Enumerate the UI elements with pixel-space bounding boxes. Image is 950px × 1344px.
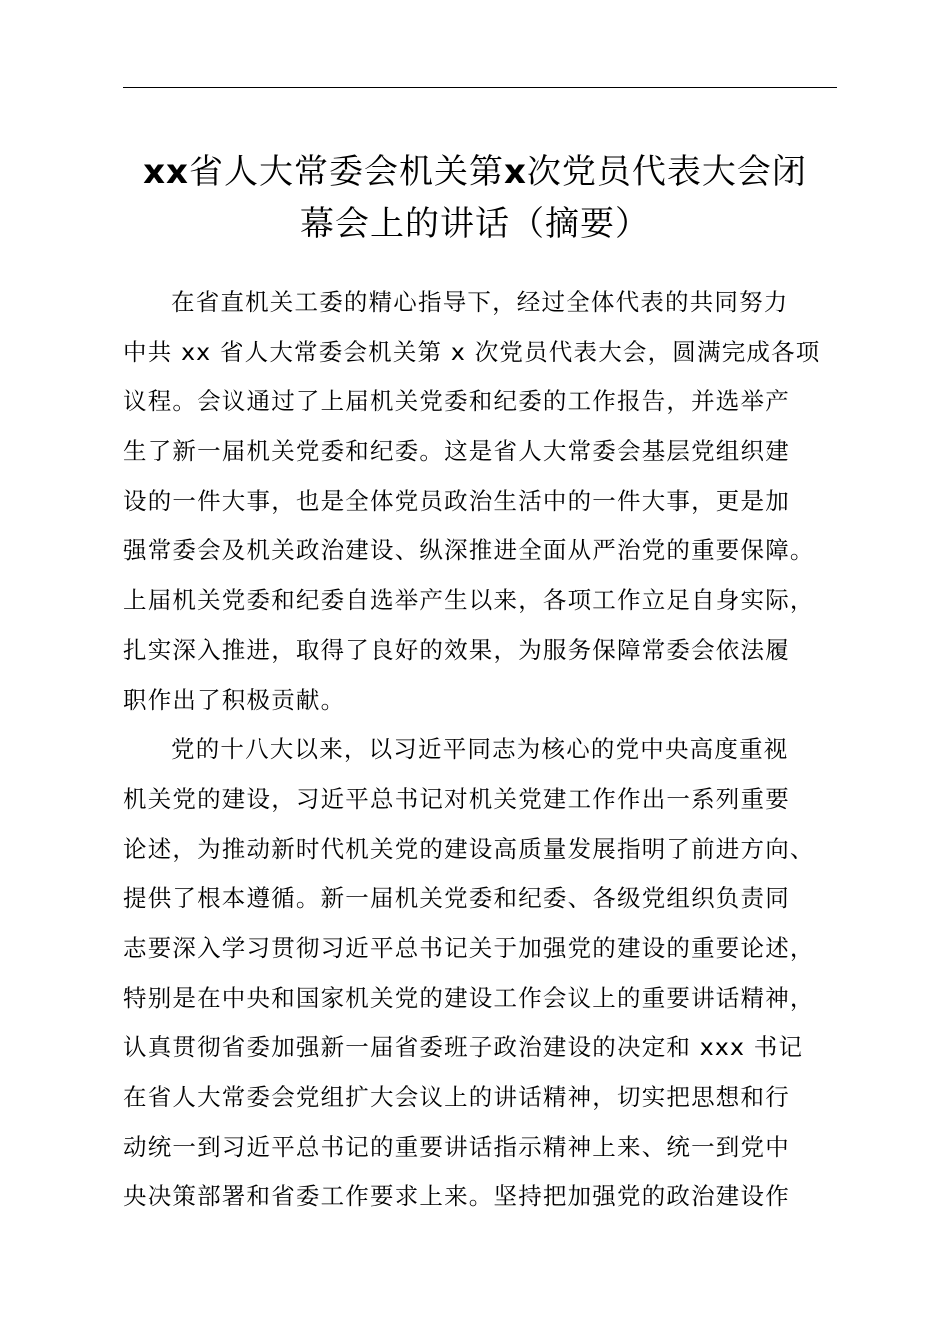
paragraph-line: 机关党的建设，习近平总书记对机关党建工作作出一系列重要 [123,784,790,813]
paragraph-line: 强常委会及机关政治建设、纵深推进全面从严治党的重要保障。 [123,536,815,565]
paragraph-line: 志要深入学习贯彻习近平总书记关于加强党的建设的重要论述， [123,933,815,962]
paragraph-line: 在省直机关工委的精心指导下，经过全体代表的共同努力 [171,288,789,316]
paragraph-line: 认真贯彻省委加强新一届省委班子政治建设的决定和 xxx 书记 [123,1033,804,1062]
paragraph-line: 在省人大常委会党组扩大会议上的讲话精神，切实把思想和行 [123,1083,790,1111]
paragraph-line: 党的十八大以来，以习近平同志为核心的党中央高度重视 [171,735,789,764]
title-session-number: x [503,152,527,192]
paragraph-1 [123,278,863,725]
paragraph-line: 论述，为推动新时代机关党的建设高质量发展指明了前进方向、 [123,834,815,863]
paragraph-line: 央决策部署和省委工作要求上来。坚持把加强党的政治建设作 [123,1182,790,1211]
paragraph-line: 中共 xx 省人大常委会机关第 x 次党员代表大会，圆满完成各项 [123,337,821,366]
paragraph-line: 特别是在中央和国家机关党的建设工作会议上的重要讲话精神， [123,983,815,1012]
title-suffix: 次党员代表大会闭 [526,152,807,192]
paragraph-line: 生了新一届机关党委和纪委。这是省人大常委会基层党组织建 [123,437,790,466]
document-title [100,146,850,250]
paragraph-line: 议程。会议通过了上届机关党委和纪委的工作报告，并选举产 [123,387,790,416]
title-prefix: xx [143,152,189,192]
body-text [123,278,863,1222]
title-line-2: 幕会上的讲话（摘要） [300,204,650,244]
title-mid: 省人大常委会机关第 [188,152,504,192]
paragraph-line: 扎实深入推进，取得了良好的效果，为服务保障常委会依法履 [123,635,790,664]
header-rule [123,87,837,88]
paragraph-line: 提供了根本遵循。新一届机关党委和纪委、各级党组织负责同 [123,884,790,913]
paragraph-line: 设的一件大事，也是全体党员政治生活中的一件大事，更是加 [123,486,790,515]
paragraph-line: 动统一到习近平总书记的重要讲话指示精神上来、统一到党中 [123,1132,790,1161]
paragraph-2 [123,725,863,1222]
paragraph-line: 职作出了积极贡献。 [123,685,346,714]
title-line-1 [143,152,807,192]
paragraph-line: 上届机关党委和纪委自选举产生以来，各项工作立足自身实际， [123,586,815,615]
